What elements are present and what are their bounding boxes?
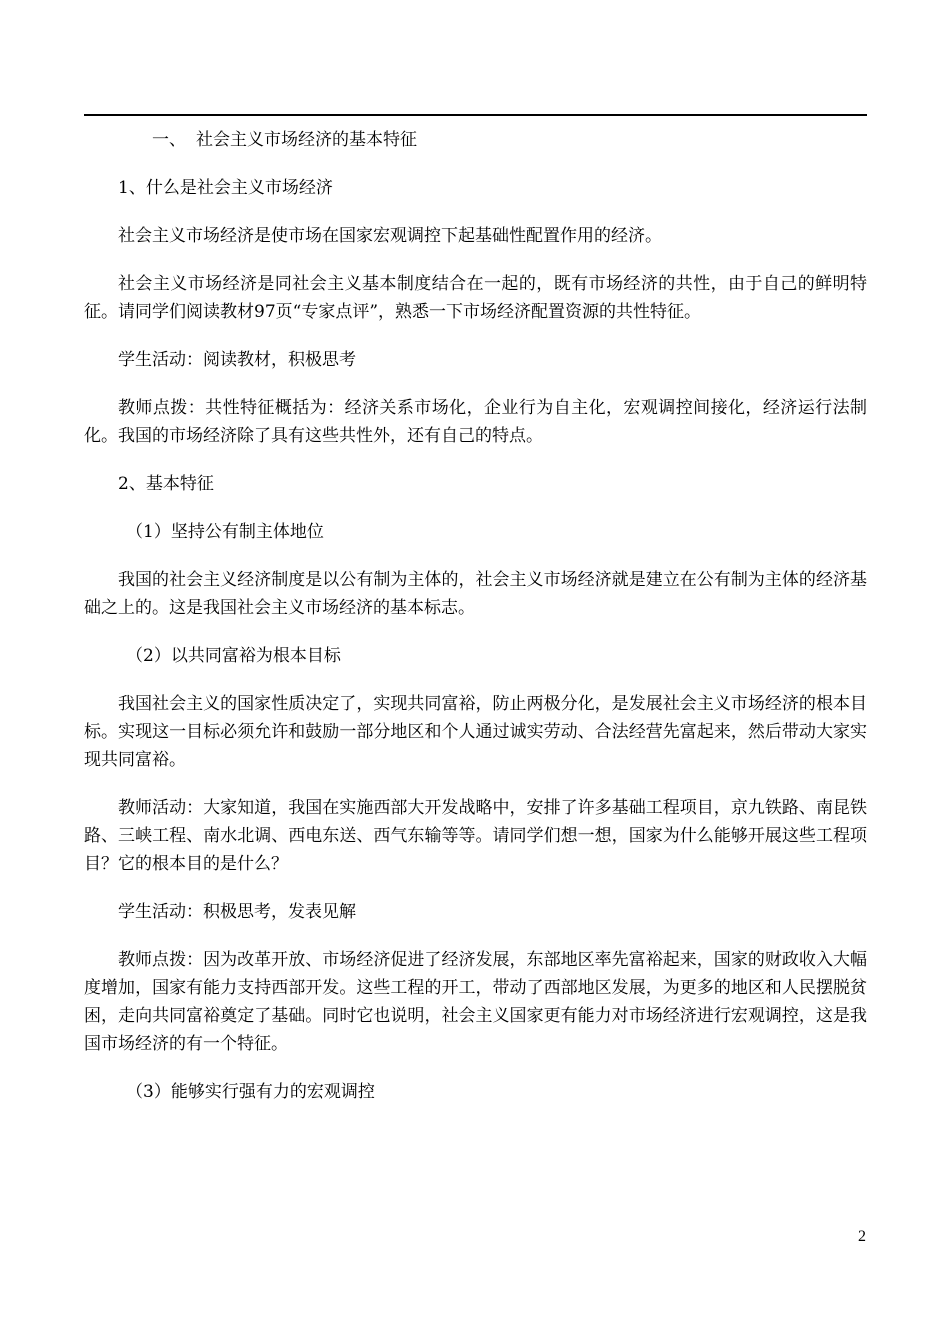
subheading-basic-features: 2、基本特征 xyxy=(118,474,214,494)
feature-1-heading: （1）坚持公有制主体地位 xyxy=(126,522,324,542)
student-activity-2: 学生活动：积极思考，发表见解 xyxy=(118,902,356,922)
paragraph-common-prosperity: 我国社会主义的国家性质决定了，实现共同富裕，防止两极分化，是发展社会主义市场经济的根本目标。实现这一目标必须允许和鼓励一部分地区和个人通过诚实劳动、合法经营先富起来，然后带动大家实现共同富裕。 xyxy=(84,694,867,770)
teacher-activity: 教师活动：大家知道，我国在实施西部大开发战略中，安排了许多基础工程项目，京九铁路、南昆铁路、三峡工程、南水北调、西电东送、西气东输等等。请同学们想一想，国家为什么能够开展这些工程项目？它的根本目的是什么？ xyxy=(84,798,867,874)
section-title: 社会主义市场经济的基本特征 xyxy=(196,130,417,150)
feature-3-heading: （3）能够实行强有力的宏观调控 xyxy=(126,1082,375,1102)
paragraph-public-ownership: 我国的社会主义经济制度是以公有制为主体的，社会主义市场经济就是建立在公有制为主体的经济基础之上的。这是我国社会主义市场经济的基本标志。 xyxy=(84,570,867,618)
section-heading xyxy=(84,126,867,154)
paragraph-commonality: 社会主义市场经济是同社会主义基本制度结合在一起的，既有市场经济的共性，由于自己的鲜明特征。请同学们阅读教材97页“专家点评”，熟悉一下市场经济配置资源的共性特征。 xyxy=(84,274,867,322)
page-number: 2 xyxy=(858,1228,866,1245)
teacher-guidance-1: 教师点拨：共性特征概括为：经济关系市场化，企业行为自主化，宏观调控间接化，经济运行法制化。我国的市场经济除了具有这些共性外，还有自己的特点。 xyxy=(84,398,867,446)
teacher-guidance-2: 教师点拨：因为改革开放、市场经济促进了经济发展，东部地区率先富裕起来，国家的财政收入大幅度增加，国家有能力支持西部开发。这些工程的开工，带动了西部地区发展，为更多的地区和人民摆脱贫困，走向共同富裕奠定了基础。同时它也说明，社会主义国家更有能力对市场经济进行宏观调控，这是我国市场经济的有一个特征。 xyxy=(84,950,867,1054)
document-body xyxy=(84,126,867,1126)
subheading-what-is: 1、什么是社会主义市场经济 xyxy=(118,178,333,198)
student-activity-1: 学生活动：阅读教材，积极思考 xyxy=(118,350,356,370)
paragraph-definition: 社会主义市场经济是使市场在国家宏观调控下起基础性配置作用的经济。 xyxy=(118,226,662,246)
header-rule xyxy=(84,114,867,116)
section-number: 一、 xyxy=(152,130,186,150)
feature-2-heading: （2）以共同富裕为根本目标 xyxy=(126,646,341,666)
